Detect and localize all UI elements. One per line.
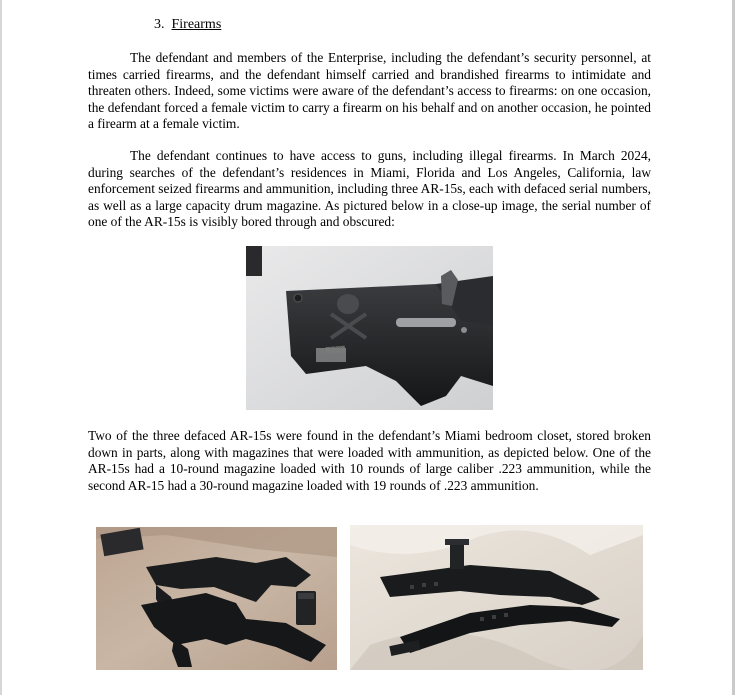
paragraph-access-to-guns — [88, 148, 651, 231]
photo-disassembled-rifles-graphic — [96, 527, 337, 670]
page-edge-left — [0, 0, 2, 695]
svg-text:▓▓▓▓: ▓▓▓▓ — [325, 346, 346, 355]
section-heading — [154, 16, 221, 33]
paragraph-text: Two of the three defaced AR-15s were found in the defendant’s Miami bedroom closet, stored broken down in parts, along with magazines that were loaded with ammunition, as depicted below. One of the AR-15s had a 10-round magazine loaded with 10 rounds of large caliber .223 ammunition, while the second AR-15 had a 30-round magazine loaded with 19 rounds of .223 ammunition. — [88, 428, 651, 493]
section-number: 3. — [154, 17, 165, 32]
photo-lower-receiver-closeup — [246, 246, 493, 410]
paragraph-bedroom-closet — [88, 428, 651, 494]
photo-rifle-uppers-graphic — [350, 525, 643, 670]
section-title: Firearms — [171, 17, 222, 32]
photo-lower-receiver-graphic — [246, 246, 493, 410]
photo-rifle-uppers — [350, 525, 643, 670]
paragraph-text: The defendant and members of the Enterprise, including the defendant’s security personnel, at times carried firearms, and the defendant himself carried and brandished firearms to intimidate and threaten others. Indeed, some victims were aware of the defendant’s access to firearms: on one occasion, the defendant forced a female victim to carry a firearm on his behalf and on another occasion, he pointed a firearm at a female victim. — [88, 50, 651, 132]
paragraph-text: The defendant continues to have access to guns, including illegal firearms. In March 2024, during searches of the defendant’s residences in Miami, Florida and Los Angeles, California, law enforcement seized firearms and ammunition, including three AR-15s, each with defaced serial numbers, as well as a large capacity drum magazine. As pictured below in a close-up image, the serial number of one of the AR-15s is visibly bored through and obscured: — [88, 148, 651, 230]
photo-disassembled-rifles — [96, 527, 337, 670]
paragraph-firearms-carried — [88, 50, 651, 133]
